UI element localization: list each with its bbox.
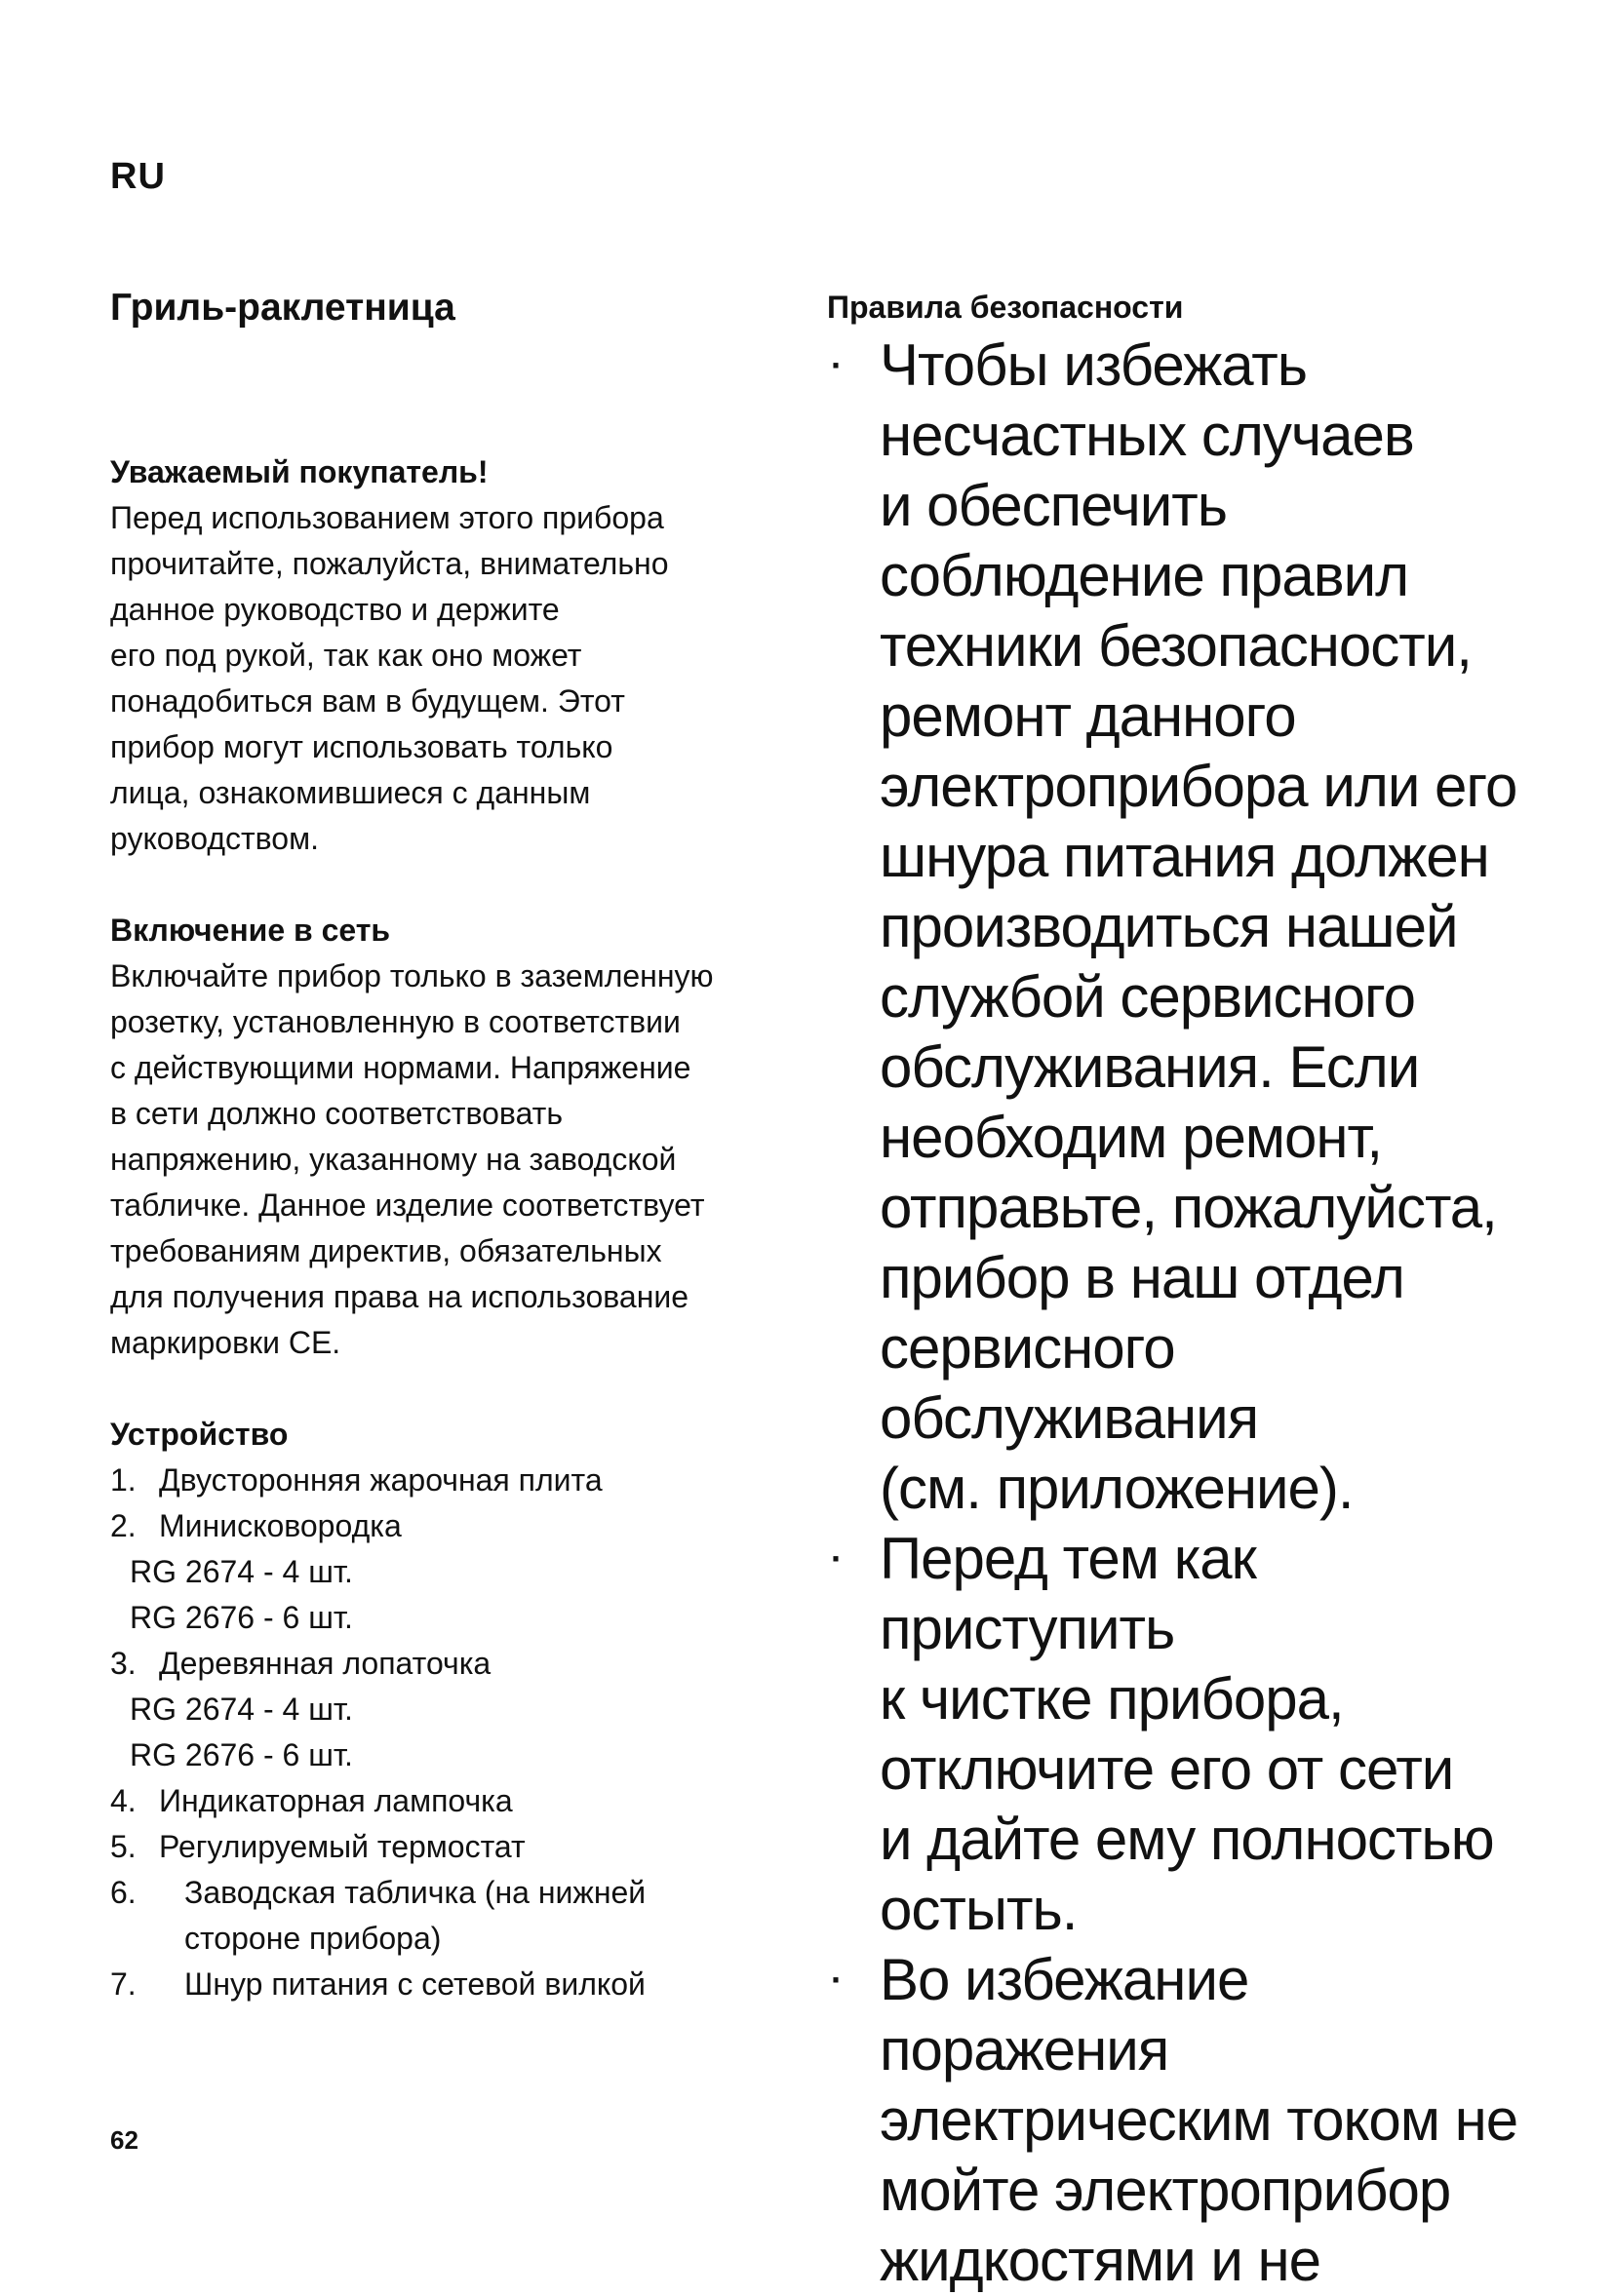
device-item-text: Минисковородка	[159, 1508, 402, 1543]
device-item	[110, 1824, 793, 1870]
device-item-text: Деревянная лопаточка	[159, 1646, 492, 1681]
device-item	[110, 1503, 793, 1549]
safety-heading: Правила безопасности	[827, 290, 1184, 325]
device-item-text: Регулируемый термостат	[159, 1829, 526, 1864]
device-list	[110, 1458, 793, 2007]
safety-item-text: Перед тем как приступить к чистке прибора, отключите его от сети и дайте ему полностью остыть.	[880, 1526, 1494, 1942]
device-subitem: RG 2676 - 6 шт.	[130, 1600, 353, 1635]
device-item-number: 7.	[110, 1966, 137, 2002]
bullet-icon: ·	[831, 345, 843, 385]
intro-heading: Уважаемый покупатель!	[110, 454, 489, 489]
device-item-text: Индикаторная лампочка	[159, 1783, 513, 1818]
safety-item-text: Чтобы избежать несчастных случаев и обеспечить соблюдение правил техники безопасности, ремонт данного электроприбора или его шнура питания должен производиться нашей службой сервисного обслуживания. Если необходим ремонт, отправьте, пожалуйста, прибор в наш отдел сервисного обслуживания (см. приложение).	[880, 332, 1517, 1521]
device-item-text: Двусторонняя жарочная плита	[159, 1462, 603, 1498]
device-item-number: 4.	[110, 1783, 137, 1818]
device-item-text: Заводская табличка (на нижней стороне прибора)	[184, 1875, 647, 1956]
device-item-number: 1.	[110, 1462, 137, 1498]
left-column	[110, 285, 793, 2007]
right-column	[827, 285, 1529, 2296]
device-item	[110, 1962, 793, 2007]
safety-item-text: Во избежание поражения электрическим током не мойте электроприбор жидкостями и не	[880, 1947, 1518, 2293]
device-item	[110, 1778, 793, 1824]
page-title: Гриль-раклетница	[110, 287, 455, 329]
device-item	[110, 1458, 793, 1503]
power-heading: Включение в сеть	[110, 913, 391, 948]
language-code: RU	[110, 156, 166, 197]
device-subitem: RG 2674 - 4 шт.	[130, 1692, 353, 1727]
safety-item	[827, 1945, 1529, 2296]
power-text: Включайте прибор только в заземленную розетку, установленную в соответствии с действующими нормами. Напряжение в сети должно соответствовать напряжению, указанному на заводской табличке. Данное изделие соответствует требованиям директив, обязательных для получения права на использование маркировки CE.	[110, 958, 714, 1360]
device-subitem: RG 2676 - 6 шт.	[130, 1737, 353, 1772]
safety-item	[827, 1524, 1529, 1945]
device-item-number: 3.	[110, 1646, 137, 1681]
bullet-icon: ·	[831, 1538, 843, 1578]
intro-text: Перед использованием этого прибора прочитайте, пожалуйста, внимательно данное руководство и держите его под рукой, так как оно может понадобиться вам в будущем. Этот прибор могут использовать только лица, ознакомившиеся с данным руководством.	[110, 500, 669, 856]
safety-list	[827, 331, 1529, 2296]
safety-item	[827, 331, 1529, 1524]
device-item-number: 6.	[110, 1875, 137, 1910]
device-heading: Устройство	[110, 1417, 289, 1452]
page-number: 62	[110, 2125, 138, 2155]
device-item	[110, 1870, 793, 1962]
device-item-number: 2.	[110, 1508, 137, 1543]
device-item-number: 5.	[110, 1829, 137, 1864]
device-item	[110, 1641, 793, 1687]
device-subitem: RG 2674 - 4 шт.	[130, 1554, 353, 1589]
device-item-text: Шнур питания с сетевой вилкой	[184, 1966, 646, 2002]
bullet-icon: ·	[831, 1960, 843, 2000]
